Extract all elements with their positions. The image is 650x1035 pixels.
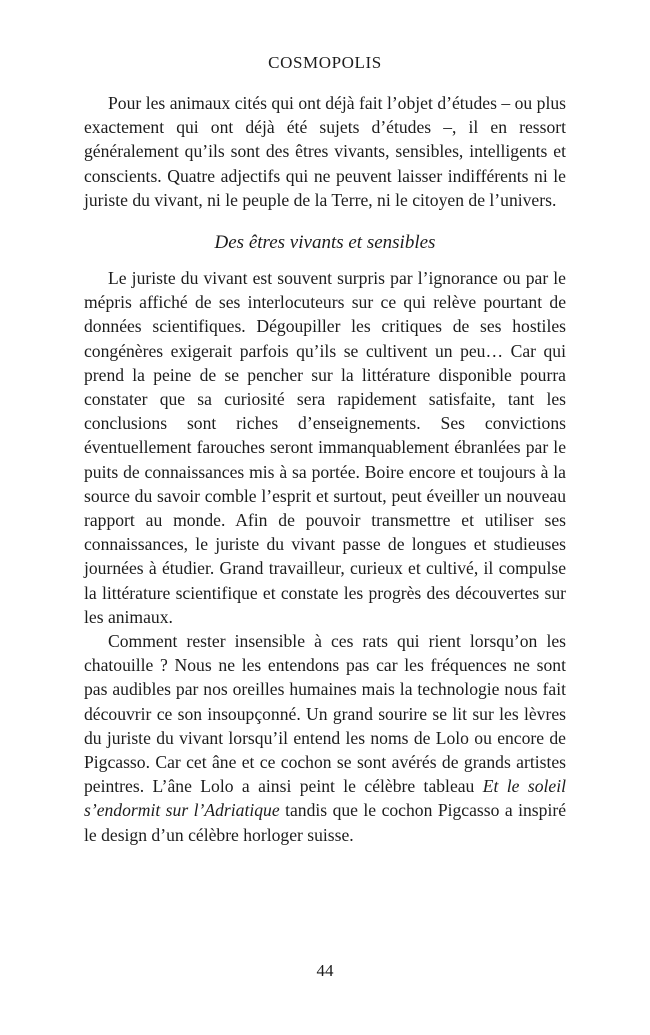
paragraph-artists-text-start: Comment rester insensible à ces rats qui rient lorsqu’on les chatouille ? Nous ne les entendons pas car les fréquences ne sont pas audibles par nos oreilles humaines mais la technologie nous fait découvrir ce son insoupçonné. Un grand sourire se lit sur les lèvres du juriste du vivant lorsqu’il entend les noms de Lolo ou encore de Pigcasso. Car cet âne et ce cochon se sont avérés de grands artistes peintres. L’âne Lolo a ainsi peint le célèbre tableau: [84, 631, 566, 797]
running-head: COSMOPOLIS: [268, 53, 382, 72]
paragraph-artists-text-end: tandis que le cochon Pigcasso a inspiré le design d’un célèbre horloger suisse.: [84, 800, 566, 845]
paragraph-artists: [84, 629, 566, 847]
book-page: [84, 40, 566, 1000]
paragraph-intro: Pour les animaux cités qui ont déjà fait l’objet d’études – ou plus exactement qui ont déjà été sujets d’études –, il en ressort généralement qu’ils sont des êtres vivants, sensibles, intelligents et conscients. Quatre adjectifs qui ne peuvent laisser indifférents ni le juriste du vivant, ni le peuple de la Terre, ni le citoyen de l’univers.: [84, 93, 566, 210]
paragraph-juriste: Le juriste du vivant est souvent surpris par l’ignorance ou par le mépris affiché de ses interlocuteurs sur ce qui relève pourtant de données scientifiques. Dégoupiller les critiques de ses hostiles congénères exigerait parfois qu’ils se cultivent un peu… Car qui prend la peine de se pencher sur la littérature disponible pourra constater que sa curiosité sera rapidement satisfaite, tant les conclusions sont riches d’enseignements. Ses convictions éventuellement farouches seront immanquablement ébranlées par le puits de connaissances mis à sa portée. Boire encore et toujours à la source du savoir comble l’esprit et surtout, peut éveiller un nouveau rapport au monde. Afin de pouvoir transmettre et utiliser ses connaissances, le juriste du vivant passe de longues et studieuses journées à étudier. Grand travailleur, curieux et cultivé, il compulse la littérature scientifique et constate les progrès des découvertes sur les animaux.: [84, 268, 566, 627]
section-title: Des êtres vivants et sensibles: [214, 232, 436, 254]
painting-title: Et le soleil s’endormit sur l’Adriatique: [84, 776, 567, 821]
page-number: 44: [316, 961, 334, 980]
